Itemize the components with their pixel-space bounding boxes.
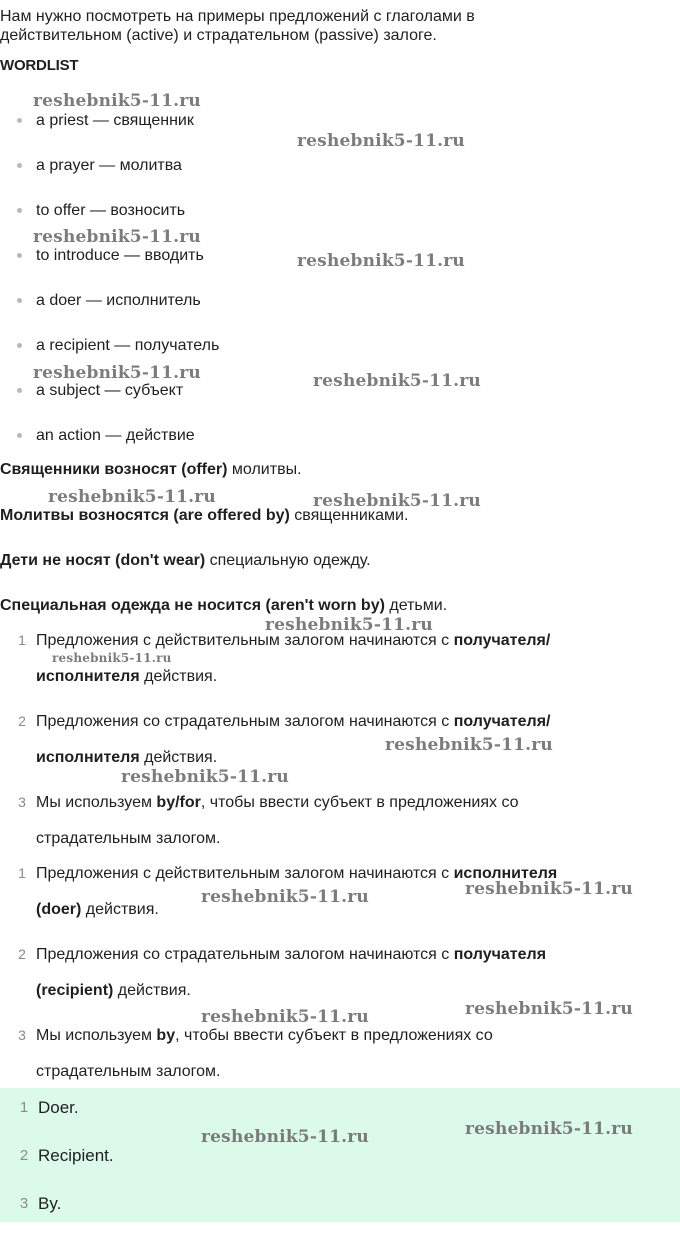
wordlist-heading: WORDLIST xyxy=(0,57,79,74)
example-bold: Дети не носят (don't wear) xyxy=(0,552,206,569)
item-number: 3 xyxy=(19,1195,29,1212)
bullet-icon xyxy=(17,253,22,258)
watermark: reshebnik5-11.ru xyxy=(201,1127,369,1147)
example-rest: молитвы. xyxy=(227,461,302,478)
watermark: reshebnik5-11.ru xyxy=(201,1007,369,1027)
text-part: Мы используем xyxy=(36,794,157,811)
example-sentence xyxy=(0,459,302,481)
text-part: Предложения с действительным залогом начинаются с xyxy=(36,865,454,882)
item-number: 1 xyxy=(18,632,26,648)
text-bold: исполнителя xyxy=(36,668,140,685)
solution-text xyxy=(36,1018,656,1090)
bullet-icon xyxy=(17,118,22,123)
text-bold: получателя/ xyxy=(453,632,551,649)
word-entry: a priest — священник xyxy=(36,112,194,129)
watermark: reshebnik5-11.ru xyxy=(33,363,201,383)
text-bold: by/for xyxy=(156,794,201,811)
list-item xyxy=(0,108,219,153)
task-text xyxy=(36,704,656,776)
answer-text: Doer. xyxy=(38,1098,79,1117)
wordlist xyxy=(0,108,219,468)
watermark: reshebnik5-11.ru xyxy=(48,487,216,507)
watermark: reshebnik5-11.ru xyxy=(52,651,172,665)
item-number: 2 xyxy=(19,1147,29,1164)
word-entry: an action — действие xyxy=(36,427,195,444)
bullet-icon xyxy=(17,208,22,213)
text-bold: получателя xyxy=(453,946,547,963)
list-item xyxy=(0,153,219,198)
intro-text: Нам нужно посмотреть на примеры предложений с глаголами в xyxy=(0,8,475,25)
text-bold: получателя/ xyxy=(453,713,551,730)
text-part: Предложения с действительным залогом начинаются с xyxy=(36,632,454,649)
item-number: 3 xyxy=(18,794,26,810)
watermark: reshebnik5-11.ru xyxy=(33,227,201,247)
watermark: reshebnik5-11.ru xyxy=(33,91,201,111)
example-bold: Священники возносят (offer) xyxy=(0,461,228,478)
text-part: Мы используем xyxy=(36,1027,157,1044)
bullet-icon xyxy=(17,298,22,303)
watermark: reshebnik5-11.ru xyxy=(465,879,633,899)
text-bold: (recipient) xyxy=(36,982,114,999)
item-number: 2 xyxy=(18,713,26,729)
watermark: reshebnik5-11.ru xyxy=(121,767,289,787)
watermark: reshebnik5-11.ru xyxy=(313,371,481,391)
bullet-icon xyxy=(17,433,22,438)
word-entry: to offer — возносить xyxy=(36,202,186,219)
text-part: , чтобы ввести субъект в предложениях со xyxy=(175,1027,493,1044)
text-part: Предложения со страдательным залогом начинаются с xyxy=(36,946,454,963)
word-entry: a recipient — получатель xyxy=(36,337,220,354)
text-part: действия. xyxy=(139,668,218,685)
example-rest: священниками. xyxy=(289,507,409,524)
watermark: reshebnik5-11.ru xyxy=(313,491,481,511)
text-part: действия. xyxy=(139,749,218,766)
text-part: действия. xyxy=(81,901,159,918)
intro-text-cut xyxy=(0,27,440,48)
watermark: reshebnik5-11.ru xyxy=(297,251,465,271)
word-entry: to introduce — вводить xyxy=(36,247,204,264)
example-sentence xyxy=(0,550,371,572)
example-sentence xyxy=(0,595,447,617)
bullet-icon xyxy=(17,343,22,348)
text-bold: исполнителя xyxy=(453,865,558,882)
list-item xyxy=(0,288,219,333)
task-text xyxy=(36,785,656,857)
word-entry: a subject — субъект xyxy=(36,382,184,399)
item-number: 3 xyxy=(18,1027,26,1043)
answer-item xyxy=(0,1186,680,1222)
text-part: страдательным залогом. xyxy=(36,1063,221,1080)
bullet-icon xyxy=(17,163,22,168)
item-number: 1 xyxy=(19,1099,29,1116)
intro-cut-line: действительном (active) и страдательном (passive) залоге. xyxy=(0,27,437,44)
watermark: reshebnik5-11.ru xyxy=(265,615,433,635)
watermark: reshebnik5-11.ru xyxy=(297,131,465,151)
answer-text: By. xyxy=(38,1194,62,1213)
example-rest: специальную одежду. xyxy=(205,552,371,569)
answer-text: Recipient. xyxy=(38,1146,114,1165)
text-part: страдательным залогом. xyxy=(36,830,221,847)
example-bold: Специальная одежда не носится (aren't worn by) xyxy=(0,597,385,614)
list-item xyxy=(0,378,219,423)
text-part: , чтобы ввести субъект в предложениях со xyxy=(200,794,519,811)
watermark: reshebnik5-11.ru xyxy=(201,887,369,907)
watermark: reshebnik5-11.ru xyxy=(465,1119,633,1139)
item-number: 1 xyxy=(18,865,26,881)
text-part: действия. xyxy=(113,982,191,999)
text-bold: исполнителя xyxy=(36,749,140,766)
example-rest: детьми. xyxy=(384,597,448,614)
watermark: reshebnik5-11.ru xyxy=(465,999,633,1019)
text-bold: by xyxy=(156,1027,176,1044)
item-number: 2 xyxy=(18,946,26,962)
word-entry: a doer — исполнитель xyxy=(36,292,201,309)
text-part: Предложения со страдательным залогом начинаются с xyxy=(36,713,454,730)
answer-box xyxy=(0,1088,680,1222)
watermark: reshebnik5-11.ru xyxy=(385,735,553,755)
bullet-icon xyxy=(17,388,22,393)
example-bold: Молитвы возносятся (are offered by) xyxy=(0,507,290,524)
word-entry: a prayer — молитва xyxy=(36,157,182,174)
text-bold: (doer) xyxy=(36,901,82,918)
list-item xyxy=(0,243,219,288)
